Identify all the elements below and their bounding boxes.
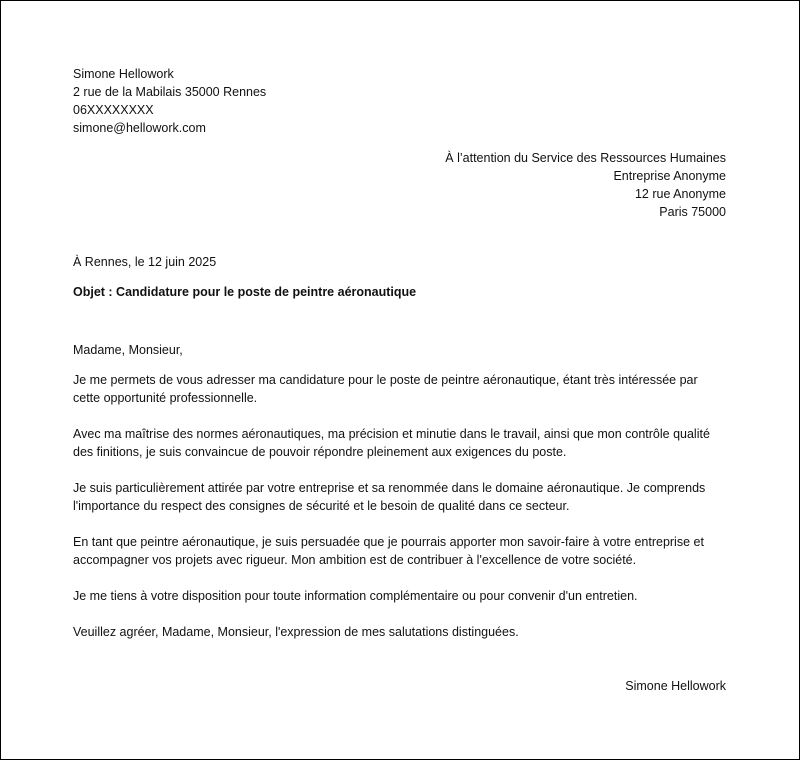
paragraph-line: Je me tiens à votre disposition pour toute information complémentaire ou pour convenir d'un entretien. [73, 589, 638, 603]
closing-paragraph [73, 623, 729, 641]
recipient-company: Entreprise Anonyme [613, 169, 726, 183]
paragraph-line: accompagner vos projets avec rigueur. Mon ambition est de contribuer à l'excellence de votre société. [73, 553, 637, 567]
body-paragraph [73, 371, 729, 407]
paragraph-line: Veuillez agréer, Madame, Monsieur, l'expression de mes salutations distinguées. [73, 625, 519, 639]
body-paragraph [73, 533, 729, 569]
body-paragraph [73, 425, 729, 461]
body-paragraph [73, 479, 729, 515]
sender-name: Simone Hellowork [73, 67, 174, 81]
letter-body [73, 371, 729, 659]
body-paragraph [73, 587, 729, 605]
salutation: Madame, Monsieur, [73, 343, 183, 357]
paragraph-line: Je me permets de vous adresser ma candidature pour le poste de peintre aéronautique, étant très intéressée par [73, 373, 698, 387]
subject-line: Objet : Candidature pour le poste de peintre aéronautique [73, 285, 417, 299]
paragraph-line: l'importance du respect des consignes de sécurité et le besoin de qualité dans ce secteur. [73, 499, 570, 513]
sender-email: simone@hellowork.com [73, 121, 206, 135]
sender-address: 2 rue de la Mabilais 35000 Rennes [73, 85, 267, 99]
recipient-attention: À l’attention du Service des Ressources Humaines [445, 151, 726, 165]
paragraph-line: cette opportunité professionnelle. [73, 391, 258, 405]
paragraph-line: Je suis particulièrement attirée par votre entreprise et sa renommée dans le domaine aéronautique. Je comprends [73, 481, 706, 495]
sender-block [73, 65, 266, 137]
sender-phone: 06XXXXXXXX [73, 103, 154, 117]
paragraph-line: Avec ma maîtrise des normes aéronautiques, ma précision et minutie dans le travail, ainsi que mon contrôle qualité [73, 427, 710, 441]
recipient-block [445, 149, 726, 221]
recipient-street: 12 rue Anonyme [634, 187, 726, 201]
paragraph-line: des finitions, je suis convaincue de pouvoir répondre pleinement aux exigences du poste. [73, 445, 567, 459]
recipient-city: Paris 75000 [659, 205, 726, 219]
paragraph-line: En tant que peintre aéronautique, je suis persuadée que je pourrais apporter mon savoir-faire à votre entreprise et [73, 535, 704, 549]
date-line: À Rennes, le 12 juin 2025 [73, 255, 217, 269]
signature: Simone Hellowork [625, 679, 726, 693]
